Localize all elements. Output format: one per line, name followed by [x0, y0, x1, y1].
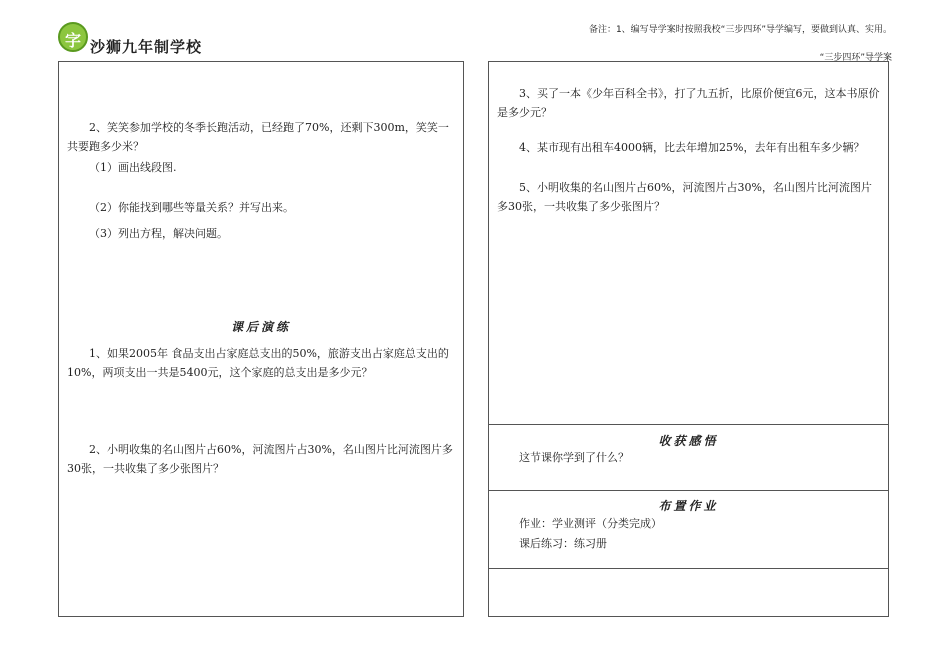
divider-harvest: [489, 424, 888, 425]
practice-heading: 课后演练: [230, 320, 291, 334]
practice-question-2: 2、小明收集的名山图片占60%，河流图片占30%，名山图片比河流图片多30张，一共收集了多少张图片？: [67, 443, 453, 475]
school-logo: 字: [58, 22, 88, 52]
harvest-question: 这节课你学到了什么？: [519, 451, 629, 464]
question-2: 2、笑笑参加学校的冬季长跑活动，已经跑了70%，还剩下300m，笑笑一共要跑多少米？: [67, 121, 449, 153]
question-2-part-1: （1）画出线段图.: [89, 161, 177, 174]
homework-heading: 布置作业: [658, 499, 719, 513]
left-panel: [58, 61, 464, 617]
harvest-heading: 收获感悟: [658, 434, 719, 448]
header-note: 备注：1、编写导学案时按照我校“三步四环”导学编写，要做到认真、实用。: [588, 25, 892, 35]
question-2-part-3: （3）列出方程，解决问题。: [89, 227, 228, 240]
header-tag: “三步四环”导学案: [819, 53, 892, 63]
homework-item-1: 作业：学业测评（分类完成）: [519, 517, 662, 530]
homework-item-2: 课后练习：练习册: [519, 537, 607, 550]
question-4: 4、某市现有出租车4000辆，比去年增加25%，去年有出租车多少辆？: [519, 141, 865, 154]
divider-bottom: [489, 568, 888, 569]
divider-homework: [489, 490, 888, 491]
school-name: 沙狮九年制学校: [90, 38, 203, 56]
right-panel: [488, 61, 889, 617]
question-5: 5、小明收集的名山图片占60%，河流图片占30%，名山图片比河流图片多30张，一共收集了多少张图片？: [497, 181, 872, 213]
question-3: 3、买了一本《少年百科全书》，打了九五折，比原价便宜6元，这本书原价是多少元？: [497, 87, 880, 119]
question-2-part-2: （2）你能找到哪些等量关系？并写出来。: [89, 201, 294, 214]
practice-question-1: 1、如果2005年 食品支出占家庭总支出的50%，旅游支出占家庭总支出的10%，两项支出一共是5400元，这个家庭的总支出是多少元？: [67, 347, 449, 379]
